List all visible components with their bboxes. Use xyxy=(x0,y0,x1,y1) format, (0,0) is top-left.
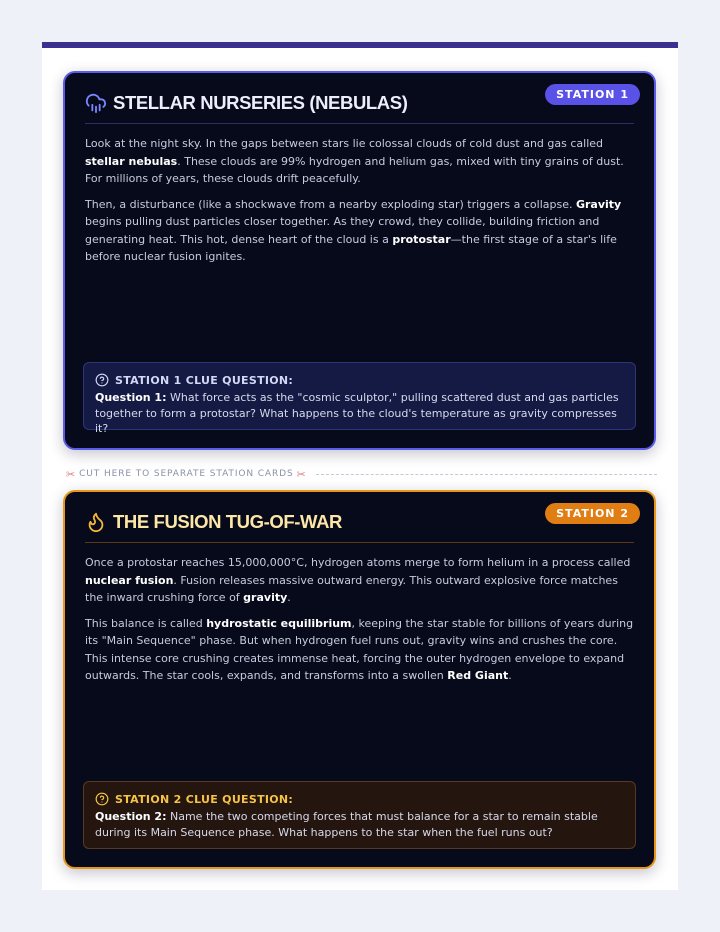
body-paragraph: Once a protostar reaches 15,000,000°C, hydrogen atoms merge to form helium in a process called nuclear fusion. Fusion releases massive outward energy. This outward explosive force matches the inward crushing force of gravity. xyxy=(85,556,631,604)
key-term: gravity xyxy=(243,591,288,604)
clue-question: Question 1: What force acts as the "cosmic sculptor," pulling scattered dust and gas particles together to form a protostar? What happens to the cloud's temperature as gravity compresses it? xyxy=(95,391,619,435)
key-term: Gravity xyxy=(575,197,622,211)
key-term: nuclear fusion xyxy=(85,573,174,587)
station-badge: STATION 1 xyxy=(545,84,640,105)
station-title: THE FUSION TUG-OF-WAR xyxy=(113,511,342,532)
station-badge: STATION 2 xyxy=(545,503,640,524)
station-title: STELLAR NURSERIES (NEBULAS) xyxy=(113,92,408,113)
clue-title: STATION 1 CLUE QUESTION: xyxy=(115,373,294,387)
body-paragraph: Look at the night sky. In the gaps between stars lie colossal clouds of cold dust and gas called stellar nebulas. These clouds are 99% hydrogen and helium gas, mixed with tiny grains of dust. For millions of years, these clouds drift peacefully. xyxy=(85,137,624,185)
cloud-rain-icon xyxy=(85,92,107,114)
key-term: protostar xyxy=(392,232,451,246)
cut-line-divider xyxy=(63,467,657,481)
help-circle-icon xyxy=(95,373,109,387)
body-paragraph: Then, a disturbance (like a shockwave from a nearby exploding star) triggers a collapse. Gravity begins pulling dust particles closer together. As they crowd, they collide, building friction and generating heat. This hot, dense heart of the cloud is a protostar—the first stage of a star's life before nuclear fusion ignites. xyxy=(85,197,622,263)
flame-icon xyxy=(85,511,107,533)
help-circle-icon xyxy=(95,792,109,806)
clue-box xyxy=(83,362,636,435)
clue-box xyxy=(83,781,636,849)
worksheet-page xyxy=(42,42,678,890)
clue-question: Question 2: Name the two competing forces that must balance for a star to remain stable during its Main Sequence phase. What happens to the star when the fuel runs out? xyxy=(95,810,598,839)
scissors-icon: ✂ xyxy=(66,467,77,481)
key-term: hydrostatic equilibrium xyxy=(206,616,352,630)
station-card-1 xyxy=(63,71,656,450)
key-term: stellar nebulas xyxy=(85,154,178,168)
station-card-2 xyxy=(63,490,656,869)
cut-label: CUT HERE TO SEPARATE STATION CARDS xyxy=(79,469,294,479)
title-divider xyxy=(85,542,634,543)
title-divider xyxy=(85,123,634,124)
clue-title: STATION 2 CLUE QUESTION: xyxy=(115,792,294,806)
key-term: Red Giant xyxy=(447,669,509,682)
dashed-line xyxy=(316,474,657,475)
body-paragraph: This balance is called hydrostatic equilibrium, keeping the star stable for billions of years during its "Main Sequence" phase. But when hydrogen fuel runs out, gravity wins and crushes the core. This intense core crushing creates immense heat, forcing the outer hydrogen envelope to expand outwards. The star cools, expands, and transforms into a swollen Red Giant. xyxy=(85,616,634,682)
scissors-icon: ✂ xyxy=(296,467,307,481)
